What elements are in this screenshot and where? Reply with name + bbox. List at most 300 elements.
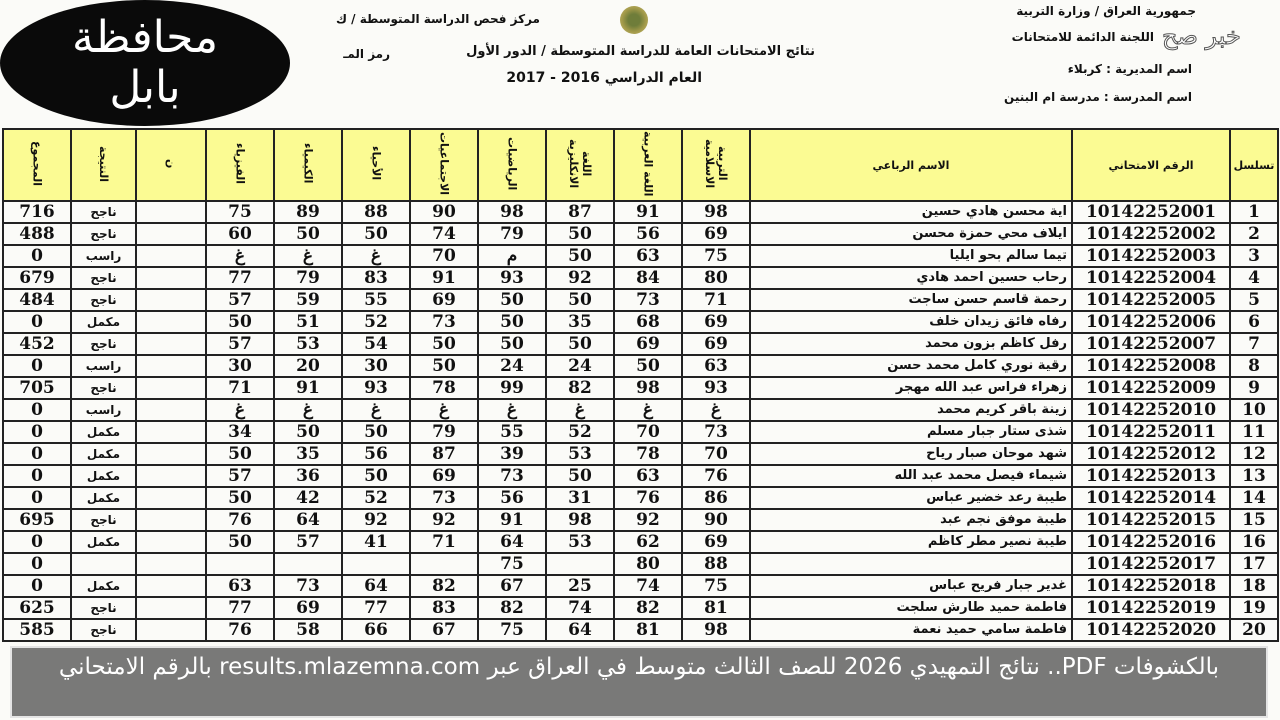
table-row xyxy=(3,465,1278,487)
score-cell xyxy=(410,553,478,575)
total-cell: 695 xyxy=(3,509,71,531)
column-header xyxy=(274,129,342,201)
result-cell: مكمل xyxy=(71,311,136,333)
table-row xyxy=(3,575,1278,597)
blank-cell xyxy=(136,465,206,487)
score-cell: 83 xyxy=(342,267,410,289)
column-header-label: الاجتماعيات xyxy=(437,131,451,196)
column-header-label: التربية الاسلامية xyxy=(703,138,729,189)
score-cell: 24 xyxy=(478,355,546,377)
result-cell: مكمل xyxy=(71,487,136,509)
blank-cell xyxy=(136,421,206,443)
score-cell: 36 xyxy=(274,465,342,487)
table-row xyxy=(3,245,1278,267)
exam-number-cell: 10142252013 xyxy=(1072,465,1230,487)
table-row xyxy=(3,597,1278,619)
table-row xyxy=(3,311,1278,333)
score-cell: 50 xyxy=(274,421,342,443)
column-header-label: اللغة العربية xyxy=(641,130,655,197)
score-cell: 71 xyxy=(410,531,478,553)
student-name-cell: طيبة رعد خضير عباس xyxy=(750,487,1072,509)
table-row xyxy=(3,201,1278,223)
badge-line-2: بابل xyxy=(109,62,181,113)
table-row xyxy=(3,267,1278,289)
result-cell: ناجح xyxy=(71,333,136,355)
committee-label: اللجنة الدائمة للامتحانات xyxy=(1011,30,1154,44)
score-cell: 82 xyxy=(614,597,682,619)
score-cell: 99 xyxy=(478,377,546,399)
blank-cell xyxy=(136,245,206,267)
blank-cell xyxy=(136,289,206,311)
total-cell: 0 xyxy=(3,443,71,465)
seq-cell: 7 xyxy=(1230,333,1278,355)
result-cell xyxy=(71,553,136,575)
score-cell: 75 xyxy=(206,201,274,223)
blank-cell xyxy=(136,553,206,575)
score-cell: 76 xyxy=(206,619,274,641)
score-cell: 69 xyxy=(682,223,750,245)
column-header-label: ن xyxy=(164,159,178,169)
score-cell: 92 xyxy=(342,509,410,531)
score-cell: 80 xyxy=(682,267,750,289)
table-row xyxy=(3,487,1278,509)
score-cell: 74 xyxy=(546,597,614,619)
score-cell: 50 xyxy=(546,245,614,267)
exam-number-cell: 10142252016 xyxy=(1072,531,1230,553)
score-cell: 74 xyxy=(410,223,478,245)
total-cell: 585 xyxy=(3,619,71,641)
score-cell: 50 xyxy=(410,355,478,377)
column-header xyxy=(342,129,410,201)
exam-number-cell: 10142252011 xyxy=(1072,421,1230,443)
score-cell: 50 xyxy=(614,355,682,377)
score-cell: 50 xyxy=(546,465,614,487)
score-cell: 50 xyxy=(546,223,614,245)
seq-cell: 5 xyxy=(1230,289,1278,311)
blank-cell xyxy=(136,201,206,223)
result-cell: راسب xyxy=(71,355,136,377)
score-cell: 25 xyxy=(546,575,614,597)
score-cell: 86 xyxy=(682,487,750,509)
score-cell: 69 xyxy=(274,597,342,619)
exam-number-cell: 10142252001 xyxy=(1072,201,1230,223)
score-cell: 50 xyxy=(206,443,274,465)
score-cell: 56 xyxy=(478,487,546,509)
score-cell: 74 xyxy=(614,575,682,597)
score-cell: 98 xyxy=(682,619,750,641)
total-cell: 705 xyxy=(3,377,71,399)
total-cell: 0 xyxy=(3,245,71,267)
total-cell: 0 xyxy=(3,355,71,377)
score-cell: 73 xyxy=(614,289,682,311)
total-cell: 484 xyxy=(3,289,71,311)
column-header xyxy=(682,129,750,201)
blank-cell xyxy=(136,509,206,531)
blank-cell xyxy=(136,311,206,333)
score-cell: 87 xyxy=(546,201,614,223)
school-label: اسم المدرسة : مدرسة ام البنين xyxy=(1004,90,1192,104)
score-cell: 91 xyxy=(410,267,478,289)
score-cell: 56 xyxy=(614,223,682,245)
column-header-label: الاسم الرباعي xyxy=(872,158,950,172)
seq-cell: 19 xyxy=(1230,597,1278,619)
exam-number-cell: 10142252012 xyxy=(1072,443,1230,465)
score-cell: 81 xyxy=(614,619,682,641)
column-header xyxy=(136,129,206,201)
seq-cell: 13 xyxy=(1230,465,1278,487)
student-name-cell: تيما سالم بحو ايليا xyxy=(750,245,1072,267)
student-name-cell: شيماء فيصل محمد عبد الله xyxy=(750,465,1072,487)
seq-cell: 1 xyxy=(1230,201,1278,223)
seq-cell: 17 xyxy=(1230,553,1278,575)
column-header-label: اللغة الانكليزية xyxy=(567,138,593,189)
score-cell: 67 xyxy=(478,575,546,597)
seq-cell: 6 xyxy=(1230,311,1278,333)
score-cell: 79 xyxy=(410,421,478,443)
caption-overlay xyxy=(10,646,1268,718)
score-cell: 98 xyxy=(614,377,682,399)
column-header-label: المجموع xyxy=(30,141,44,186)
result-cell: ناجح xyxy=(71,289,136,311)
total-cell: 679 xyxy=(3,267,71,289)
score-cell: 77 xyxy=(206,597,274,619)
score-cell: 88 xyxy=(682,553,750,575)
seq-cell: 4 xyxy=(1230,267,1278,289)
score-cell: 75 xyxy=(682,245,750,267)
score-cell: 82 xyxy=(410,575,478,597)
score-cell: 71 xyxy=(682,289,750,311)
score-cell: 81 xyxy=(682,597,750,619)
column-header-label: تسلسل xyxy=(1233,158,1275,172)
score-cell: 71 xyxy=(206,377,274,399)
column-header xyxy=(614,129,682,201)
total-cell: 0 xyxy=(3,465,71,487)
table-row xyxy=(3,509,1278,531)
student-name-cell: شذى ستار جبار مسلم xyxy=(750,421,1072,443)
score-cell: 35 xyxy=(274,443,342,465)
score-cell: غ xyxy=(342,399,410,421)
score-cell: 78 xyxy=(410,377,478,399)
score-cell: 69 xyxy=(410,289,478,311)
score-cell xyxy=(342,553,410,575)
column-header xyxy=(546,129,614,201)
total-cell: 0 xyxy=(3,311,71,333)
score-cell: 77 xyxy=(342,597,410,619)
blank-cell xyxy=(136,399,206,421)
score-cell: 93 xyxy=(342,377,410,399)
exam-number-cell: 10142252003 xyxy=(1072,245,1230,267)
column-header-label: النتيجة xyxy=(97,145,110,182)
score-cell: 54 xyxy=(342,333,410,355)
score-cell: 50 xyxy=(478,333,546,355)
blank-cell xyxy=(136,443,206,465)
seq-cell: 8 xyxy=(1230,355,1278,377)
code-label: رمز المـ xyxy=(343,47,390,61)
column-header xyxy=(410,129,478,201)
score-cell: 70 xyxy=(410,245,478,267)
score-cell: 55 xyxy=(342,289,410,311)
score-cell: 52 xyxy=(546,421,614,443)
seq-cell: 20 xyxy=(1230,619,1278,641)
exam-number-cell: 10142252018 xyxy=(1072,575,1230,597)
student-name-cell: طيبة نصير مطر كاظم xyxy=(750,531,1072,553)
score-cell: 91 xyxy=(274,377,342,399)
score-cell: 57 xyxy=(206,465,274,487)
score-cell: 69 xyxy=(614,333,682,355)
score-cell: 87 xyxy=(410,443,478,465)
score-cell: 63 xyxy=(682,355,750,377)
score-cell: 58 xyxy=(274,619,342,641)
blank-cell xyxy=(136,487,206,509)
score-cell: 30 xyxy=(206,355,274,377)
score-cell: 50 xyxy=(206,311,274,333)
result-cell: ناجح xyxy=(71,267,136,289)
blank-cell xyxy=(136,575,206,597)
result-cell: ناجح xyxy=(71,619,136,641)
score-cell: 52 xyxy=(342,311,410,333)
total-cell: 0 xyxy=(3,553,71,575)
table-header-row xyxy=(3,129,1278,201)
score-cell: 64 xyxy=(274,509,342,531)
exam-number-cell: 10142252020 xyxy=(1072,619,1230,641)
result-cell: مكمل xyxy=(71,531,136,553)
column-header-label: الفيزياء xyxy=(233,142,247,185)
table-row xyxy=(3,289,1278,311)
column-header xyxy=(1230,129,1278,201)
result-cell: راسب xyxy=(71,245,136,267)
score-cell: 50 xyxy=(410,333,478,355)
table-row xyxy=(3,619,1278,641)
total-cell: 0 xyxy=(3,399,71,421)
table-row xyxy=(3,443,1278,465)
total-cell: 625 xyxy=(3,597,71,619)
result-cell: ناجح xyxy=(71,201,136,223)
blank-cell xyxy=(136,597,206,619)
score-cell: 69 xyxy=(410,465,478,487)
center-label: مركز فحص الدراسة المتوسطة / ك xyxy=(336,12,540,26)
score-cell: 91 xyxy=(478,509,546,531)
blank-cell xyxy=(136,333,206,355)
score-cell xyxy=(274,553,342,575)
table-row xyxy=(3,553,1278,575)
score-cell: 76 xyxy=(614,487,682,509)
exam-number-cell: 10142252006 xyxy=(1072,311,1230,333)
seq-cell: 16 xyxy=(1230,531,1278,553)
student-name-cell: رقية نوري كامل محمد حسن xyxy=(750,355,1072,377)
score-cell: 55 xyxy=(478,421,546,443)
score-cell: 92 xyxy=(546,267,614,289)
score-cell: 92 xyxy=(614,509,682,531)
student-name-cell: غدير جبار فريح عباس xyxy=(750,575,1072,597)
exam-number-cell: 10142252002 xyxy=(1072,223,1230,245)
exam-number-cell: 10142252004 xyxy=(1072,267,1230,289)
score-cell: 56 xyxy=(342,443,410,465)
exam-number-cell: 10142252005 xyxy=(1072,289,1230,311)
score-cell: 98 xyxy=(546,509,614,531)
score-cell: 92 xyxy=(410,509,478,531)
table-row xyxy=(3,377,1278,399)
score-cell: 20 xyxy=(274,355,342,377)
table-row xyxy=(3,333,1278,355)
score-cell: غ xyxy=(546,399,614,421)
score-cell: 50 xyxy=(206,531,274,553)
score-cell: 30 xyxy=(342,355,410,377)
column-header xyxy=(206,129,274,201)
student-name-cell: ايلاف محي حمزة محسن xyxy=(750,223,1072,245)
results-table xyxy=(2,128,1279,642)
blank-cell xyxy=(136,619,206,641)
score-cell: 75 xyxy=(478,619,546,641)
score-cell: 73 xyxy=(682,421,750,443)
score-cell: 70 xyxy=(614,421,682,443)
seq-cell: 10 xyxy=(1230,399,1278,421)
score-cell: 66 xyxy=(342,619,410,641)
result-cell: ناجح xyxy=(71,509,136,531)
student-name-cell: رفاه فائق زيدان خلف xyxy=(750,311,1072,333)
column-header-label: الرياضيات xyxy=(505,136,519,191)
student-name-cell: فاطمة حميد طارش سلجت xyxy=(750,597,1072,619)
academic-year: العام الدراسي 2016 - 2017 xyxy=(506,70,702,86)
score-cell: 64 xyxy=(546,619,614,641)
column-header xyxy=(71,129,136,201)
student-name-cell: زهراء فراس عبد الله مهجر xyxy=(750,377,1072,399)
student-name-cell: زينة باقر كريم محمد xyxy=(750,399,1072,421)
column-header-label: الرقم الامتحاني xyxy=(1108,158,1194,172)
seq-cell: 3 xyxy=(1230,245,1278,267)
score-cell: 60 xyxy=(206,223,274,245)
seq-cell: 9 xyxy=(1230,377,1278,399)
score-cell: 50 xyxy=(342,465,410,487)
score-cell: 76 xyxy=(682,465,750,487)
score-cell: 63 xyxy=(206,575,274,597)
score-cell: 69 xyxy=(682,531,750,553)
score-cell: 50 xyxy=(478,311,546,333)
score-cell xyxy=(206,553,274,575)
score-cell: غ xyxy=(410,399,478,421)
score-cell: 98 xyxy=(478,201,546,223)
score-cell: غ xyxy=(478,399,546,421)
total-cell: 0 xyxy=(3,487,71,509)
score-cell: 89 xyxy=(274,201,342,223)
score-cell: 73 xyxy=(410,311,478,333)
total-cell: 716 xyxy=(3,201,71,223)
result-cell: مكمل xyxy=(71,465,136,487)
score-cell: 91 xyxy=(614,201,682,223)
score-cell: 75 xyxy=(478,553,546,575)
score-cell: غ xyxy=(682,399,750,421)
column-header xyxy=(750,129,1072,201)
score-cell: 76 xyxy=(206,509,274,531)
score-cell: غ xyxy=(274,245,342,267)
score-cell: 98 xyxy=(682,201,750,223)
column-header xyxy=(1072,129,1230,201)
score-cell: 50 xyxy=(478,289,546,311)
score-cell: م xyxy=(478,245,546,267)
score-cell: غ xyxy=(342,245,410,267)
score-cell: 39 xyxy=(478,443,546,465)
student-name-cell: شهد موحان صبار رياح xyxy=(750,443,1072,465)
score-cell: 50 xyxy=(546,289,614,311)
score-cell: 70 xyxy=(682,443,750,465)
student-name-cell: رحاب حسين احمد هادي xyxy=(750,267,1072,289)
score-cell: 57 xyxy=(206,289,274,311)
score-cell: 50 xyxy=(274,223,342,245)
score-cell: 64 xyxy=(478,531,546,553)
table-row xyxy=(3,399,1278,421)
blank-cell xyxy=(136,267,206,289)
score-cell: 80 xyxy=(614,553,682,575)
blank-cell xyxy=(136,355,206,377)
score-cell: 77 xyxy=(206,267,274,289)
exam-number-cell: 10142252015 xyxy=(1072,509,1230,531)
score-cell: 73 xyxy=(478,465,546,487)
score-cell: 62 xyxy=(614,531,682,553)
score-cell: 50 xyxy=(342,223,410,245)
score-cell: 53 xyxy=(546,443,614,465)
total-cell: 488 xyxy=(3,223,71,245)
score-cell: غ xyxy=(274,399,342,421)
score-cell: 53 xyxy=(274,333,342,355)
exam-number-cell: 10142252007 xyxy=(1072,333,1230,355)
score-cell: 78 xyxy=(614,443,682,465)
score-cell: 57 xyxy=(206,333,274,355)
score-cell: 35 xyxy=(546,311,614,333)
score-cell: 73 xyxy=(410,487,478,509)
result-cell: ناجح xyxy=(71,377,136,399)
score-cell: 79 xyxy=(274,267,342,289)
seq-cell: 12 xyxy=(1230,443,1278,465)
score-cell: 90 xyxy=(682,509,750,531)
caption-text: بالكشوفات PDF.. نتائج التمهيدي 2026 للصف الثالث متوسط في العراق عبر results.mlazemna.com بالرقم الامتحاني xyxy=(58,654,1220,680)
column-header xyxy=(3,129,71,201)
score-cell: 75 xyxy=(682,575,750,597)
score-cell: 59 xyxy=(274,289,342,311)
seq-cell: 2 xyxy=(1230,223,1278,245)
ministry-label: جمهورية العراق / وزارة التربية xyxy=(1016,4,1196,18)
blank-cell xyxy=(136,223,206,245)
table-row xyxy=(3,223,1278,245)
score-cell: غ xyxy=(206,399,274,421)
result-cell: مكمل xyxy=(71,443,136,465)
score-cell: 90 xyxy=(410,201,478,223)
total-cell: 0 xyxy=(3,531,71,553)
seq-cell: 18 xyxy=(1230,575,1278,597)
province-badge xyxy=(0,0,290,126)
exam-number-cell: 10142252014 xyxy=(1072,487,1230,509)
score-cell: 50 xyxy=(342,421,410,443)
watermark-logo: خبر صح xyxy=(1162,22,1241,50)
result-cell: ناجح xyxy=(71,223,136,245)
blank-cell xyxy=(136,531,206,553)
score-cell: 53 xyxy=(546,531,614,553)
score-cell: 63 xyxy=(614,465,682,487)
score-cell: 73 xyxy=(274,575,342,597)
column-header-label: الكيمياء xyxy=(301,143,315,184)
seq-cell: 15 xyxy=(1230,509,1278,531)
result-cell: مكمل xyxy=(71,575,136,597)
score-cell: 52 xyxy=(342,487,410,509)
score-cell: غ xyxy=(206,245,274,267)
score-cell: 51 xyxy=(274,311,342,333)
score-cell: 41 xyxy=(342,531,410,553)
table-row xyxy=(3,355,1278,377)
score-cell xyxy=(546,553,614,575)
total-cell: 0 xyxy=(3,421,71,443)
result-cell: مكمل xyxy=(71,421,136,443)
table-row xyxy=(3,531,1278,553)
score-cell: 93 xyxy=(478,267,546,289)
score-cell: 34 xyxy=(206,421,274,443)
